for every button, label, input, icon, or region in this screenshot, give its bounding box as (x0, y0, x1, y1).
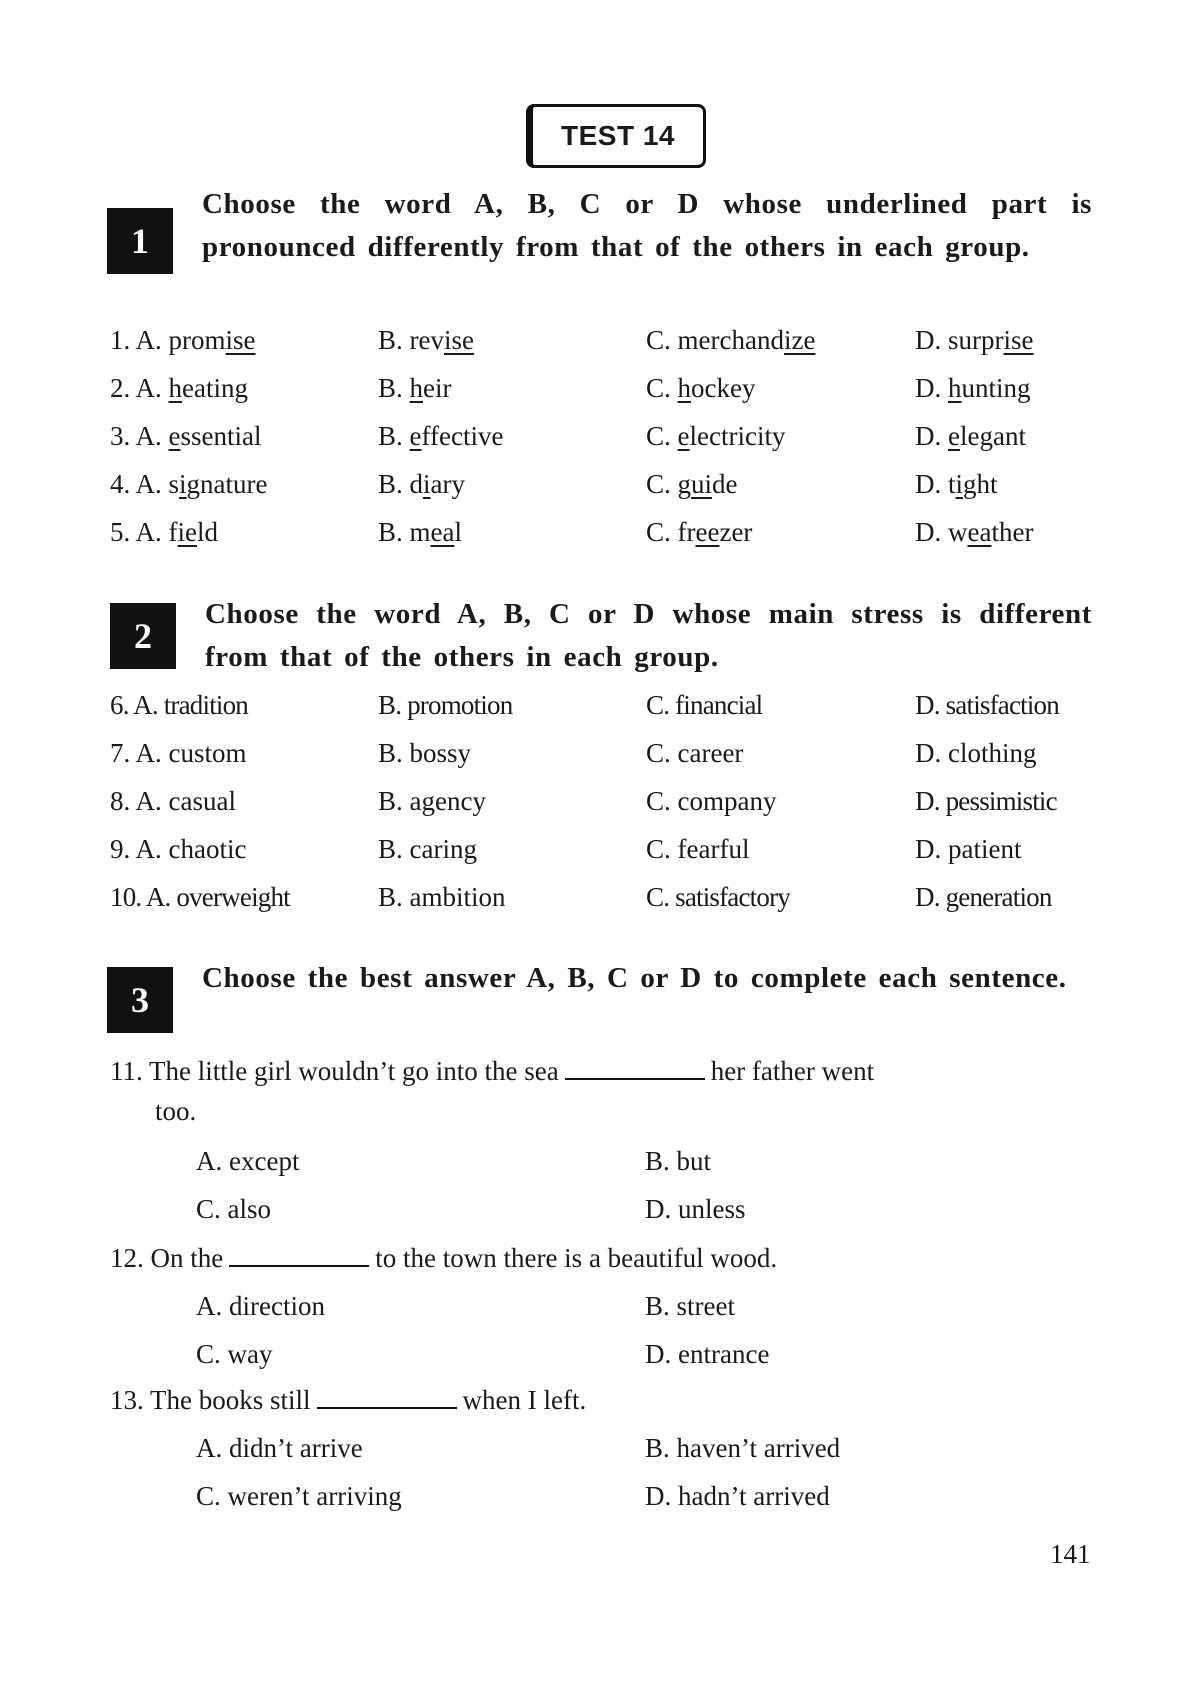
option-11-2: C. also (196, 1194, 272, 1224)
section-number-2: 2 (110, 603, 176, 669)
underlined-part: e (168, 421, 181, 451)
section-number-3: 3 (107, 967, 173, 1033)
option-letter: B. (378, 373, 410, 403)
question-12 (110, 1240, 777, 1276)
option-letter: C. (646, 469, 678, 499)
word-part: ockey (691, 373, 756, 403)
question-number: 3. (110, 421, 136, 451)
option-letter: D. (915, 373, 948, 403)
option-1-b (378, 322, 474, 358)
option-letter: D. (915, 421, 948, 451)
option-text: D. satisfaction (915, 690, 1059, 720)
question-text: On the (150, 1243, 224, 1273)
option-10-3 (915, 879, 1052, 915)
word-part: m (409, 517, 431, 547)
word-part: g (677, 469, 692, 499)
option-2-b (378, 370, 452, 406)
word-part: zer (719, 517, 753, 547)
word-part: prom (168, 325, 226, 355)
option-12-2: C. way (196, 1339, 273, 1369)
option-4-d (915, 466, 998, 502)
question-text: to the town there is a beautiful wood. (375, 1243, 778, 1273)
underlined-part: h (168, 373, 183, 403)
option-8-2 (646, 783, 776, 819)
word-part: ary (430, 469, 466, 499)
question-11 (110, 1053, 874, 1089)
answer-blank (565, 1056, 705, 1080)
option-1-c (646, 322, 815, 358)
option-text: C. career (646, 738, 744, 768)
word-part: ffective (421, 421, 504, 451)
option-text: C. fearful (646, 834, 750, 864)
option-text: B. caring (378, 834, 477, 864)
question-number: 12. (110, 1243, 151, 1273)
option-text: A. chaotic (135, 834, 247, 864)
option-letter: B. (378, 325, 410, 355)
option-text: A. custom (135, 738, 247, 768)
question-number: 2. (110, 373, 136, 403)
test-title: TEST 14 (526, 104, 706, 168)
option-text: B. ambition (378, 882, 506, 912)
underlined-part: ee (695, 517, 720, 547)
option-letter: B. (378, 517, 410, 547)
option-7-1 (378, 735, 471, 771)
question-number: 1. (110, 325, 136, 355)
underlined-part: h (677, 373, 692, 403)
option-12-1: B. street (645, 1291, 735, 1321)
option-4-a (110, 466, 268, 502)
option-9-1 (378, 831, 477, 867)
option-text: C. company (646, 786, 777, 816)
option-4-c (646, 466, 738, 502)
question-text: her father went (710, 1056, 875, 1086)
option-3-d (915, 418, 1026, 454)
option-text: D. generation (915, 882, 1052, 912)
question-number: 6. (110, 690, 134, 720)
option-letter: C. (646, 325, 678, 355)
option-letter: A. (135, 469, 169, 499)
option-5-b (378, 514, 462, 550)
page-number: 141 (1050, 1539, 1091, 1569)
underlined-part: i (423, 469, 431, 499)
option-9-3 (915, 831, 1021, 867)
option-text: C. financial (646, 690, 763, 720)
section-1-instruction: Choose the word A, B, C or D whose underlined part is pronounced differently from that of the others in each group. (202, 188, 1092, 263)
option-text: A. casual (135, 786, 236, 816)
option-10-2 (646, 879, 790, 915)
word-part: eating (182, 373, 248, 403)
option-2-d (915, 370, 1031, 406)
underlined-part: ize (783, 325, 816, 355)
option-letter: B. (378, 421, 410, 451)
option-13-1: B. haven’t arrived (645, 1433, 841, 1463)
word-part: gnature (186, 469, 268, 499)
word-part: w (948, 517, 968, 547)
underlined-part: i (955, 469, 964, 499)
option-8-1 (378, 783, 486, 819)
option-5-c (646, 514, 752, 550)
option-letter: C. (646, 373, 678, 403)
question-number: 10. (110, 882, 146, 912)
underlined-part: e (409, 421, 422, 451)
option-3-b (378, 418, 503, 454)
option-text: C. satisfactory (646, 882, 790, 912)
option-5-a (110, 514, 218, 550)
underlined-part: i (179, 469, 187, 499)
question-number: 8. (110, 786, 136, 816)
question-text: The books still (150, 1385, 311, 1415)
word-part: fr (677, 517, 696, 547)
option-letter: A. (135, 517, 169, 547)
question-number: 4. (110, 469, 136, 499)
option-6-1 (378, 687, 512, 723)
section-number-1: 1 (107, 208, 173, 274)
word-part: ssential (180, 421, 262, 451)
underlined-part: ise (1003, 325, 1034, 355)
question-number: 13. (110, 1385, 151, 1415)
option-10-1 (378, 879, 506, 915)
question-text: The little girl wouldn’t go into the sea (149, 1056, 559, 1086)
option-11-1: B. but (645, 1146, 712, 1176)
option-1-d (915, 322, 1034, 358)
word-part: lectricity (689, 421, 786, 451)
option-12-0: A. direction (196, 1291, 325, 1321)
option-13-3: D. hadn’t arrived (645, 1481, 830, 1511)
option-letter: C. (646, 421, 678, 451)
underlined-part: e (677, 421, 690, 451)
option-letter: A. (135, 373, 169, 403)
section-3-instruction: Choose the best answer A, B, C or D to complete each sentence. (202, 962, 1067, 994)
word-part: f (168, 517, 178, 547)
underlined-part: ie (177, 517, 198, 547)
option-letter: B. (378, 469, 410, 499)
option-text: B. bossy (378, 738, 472, 768)
question-text: when I left. (462, 1385, 587, 1415)
option-text: A. tradition (133, 690, 249, 720)
option-text: D. pessimistic (915, 786, 1057, 816)
option-letter: D. (915, 325, 948, 355)
option-text: A. overweight (145, 882, 290, 912)
option-text: D. clothing (915, 738, 1037, 768)
word-part: d (409, 469, 424, 499)
question-number: 11. (110, 1056, 150, 1086)
option-11-3: D. unless (645, 1194, 746, 1224)
word-part: surpr (948, 325, 1004, 355)
option-letter: A. (135, 325, 169, 355)
underlined-part: e (948, 421, 960, 451)
word-part: t (948, 469, 956, 499)
underlined-part: ise (225, 325, 256, 355)
question-13 (110, 1382, 586, 1418)
underlined-part: ea (967, 517, 992, 547)
question-number: 9. (110, 834, 136, 864)
answer-blank (229, 1243, 369, 1267)
option-4-b (378, 466, 465, 502)
word-part: ld (197, 517, 219, 547)
option-13-2: C. weren’t arriving (196, 1481, 402, 1511)
underlined-part: h (948, 373, 962, 403)
option-9-0 (110, 831, 246, 867)
option-8-0 (110, 783, 236, 819)
option-3-c (646, 418, 785, 454)
answer-blank (317, 1385, 457, 1409)
option-text: D. patient (915, 834, 1022, 864)
option-letter: D. (915, 517, 948, 547)
option-10-0 (110, 879, 290, 915)
underlined-part: h (409, 373, 424, 403)
option-3-a (110, 418, 262, 454)
option-text: B. agency (378, 786, 486, 816)
option-2-a (110, 370, 248, 406)
option-7-3 (915, 735, 1037, 771)
option-7-2 (646, 735, 743, 771)
option-1-a (110, 322, 256, 358)
question-number: 5. (110, 517, 136, 547)
word-part: eir (423, 373, 452, 403)
underlined-part: ea (430, 517, 455, 547)
option-13-0: A. didn’t arrive (196, 1433, 363, 1463)
option-9-2 (646, 831, 749, 867)
underlined-part: ui (691, 469, 713, 499)
word-part: l (454, 517, 463, 547)
word-part: rev (409, 325, 444, 355)
word-part: unting (961, 373, 1031, 403)
option-letter: A. (135, 421, 169, 451)
word-part: s (168, 469, 180, 499)
option-letter: D. (915, 469, 948, 499)
option-2-c (646, 370, 755, 406)
option-5-d (915, 514, 1033, 550)
word-part: ther (991, 517, 1034, 547)
option-11-0: A. except (196, 1146, 300, 1176)
option-6-2 (646, 687, 762, 723)
word-part: merchand (677, 325, 784, 355)
option-12-3: D. entrance (645, 1339, 770, 1369)
option-6-3 (915, 687, 1059, 723)
question-number: 7. (110, 738, 136, 768)
option-letter: C. (646, 517, 678, 547)
word-part: ght (963, 469, 998, 499)
section-2-instruction: Choose the word A, B, C or D whose main stress is different from that of the others in each group. (205, 598, 1092, 673)
underlined-part: ise (444, 325, 474, 355)
option-text: B. promotion (378, 690, 513, 720)
option-8-3 (915, 783, 1057, 819)
word-part: de (712, 469, 738, 499)
option-7-0 (110, 735, 247, 771)
question-continuation: too. (155, 1096, 197, 1126)
option-6-0 (110, 687, 248, 723)
word-part: legant (959, 421, 1026, 451)
